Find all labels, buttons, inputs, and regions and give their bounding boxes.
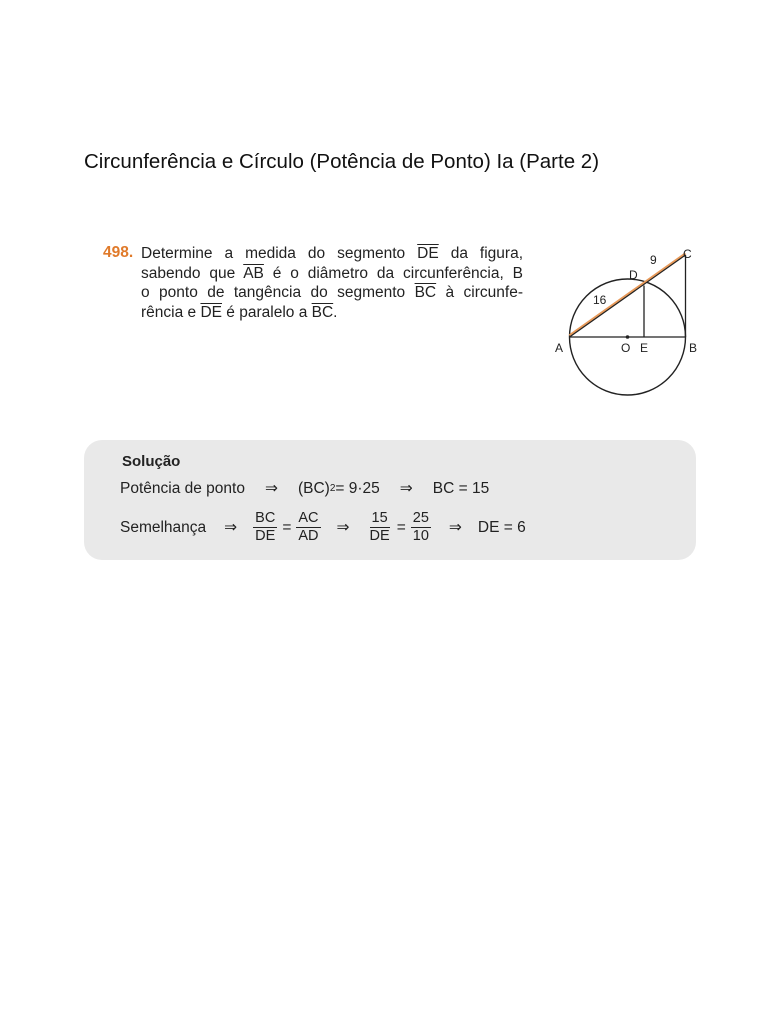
equation-rest: = 9·25 (335, 479, 380, 497)
fraction-denominator: AD (298, 528, 319, 544)
fraction-bc-de (253, 510, 277, 545)
problem-line-4 (141, 303, 523, 323)
solution-title: Solução (122, 453, 181, 470)
segment-de: $\overline{DE}$ (417, 245, 439, 262)
implies-symbol: ⇒ (336, 519, 350, 536)
text-fragment: Determine a medida do segmento (141, 245, 418, 262)
segment-ab: $\overline{AB}$ (243, 264, 264, 282)
implies-symbol: ⇒ (264, 480, 278, 497)
problem-number: 498. (103, 244, 134, 261)
problem-line-1 (141, 244, 523, 264)
equation-base: (BC) (297, 479, 330, 497)
label-dc-length: 9 (650, 253, 657, 267)
fraction-numerator: AC (298, 510, 319, 526)
problem-line-3 (141, 283, 523, 303)
page-title: Circunferência e Círculo (Potência de Ponto) Ia (Parte 2) (84, 150, 600, 173)
segment-ac-highlight (570, 254, 686, 336)
fraction-denominator: DE (369, 528, 390, 544)
fraction-15-de (368, 510, 392, 545)
fraction-numerator: 25 (412, 510, 429, 526)
equation-exponent: 2 (329, 483, 336, 494)
label-a: A (555, 341, 564, 355)
label-ad-length: 16 (593, 293, 607, 307)
solution-row-power (120, 479, 489, 498)
text-fragment: da figura, (438, 245, 523, 262)
equals-symbol: = (396, 518, 406, 536)
text-fragment: o ponto de tangência do segmento (141, 284, 415, 301)
label-b: B (689, 341, 698, 355)
text-fragment: é o diâmetro da circunferência, B (263, 264, 524, 282)
center-point (626, 335, 630, 339)
fraction-denominator: DE (255, 528, 276, 544)
implies-symbol: ⇒ (448, 519, 462, 536)
problem-text (141, 244, 523, 322)
text-fragment: rência e (141, 303, 201, 321)
implies-symbol: ⇒ (399, 480, 413, 497)
text-fragment: . (333, 303, 338, 321)
text-fragment: à circunfe- (436, 284, 523, 301)
fraction-ac-ad (296, 510, 320, 545)
fraction-denominator: 10 (412, 528, 429, 544)
row-label: Semelhança (120, 518, 207, 536)
geometry-figure (550, 240, 710, 405)
fraction-numerator: BC (255, 510, 276, 526)
label-e: E (640, 341, 649, 355)
label-c: C (683, 247, 692, 261)
row-label: Potência de ponto (120, 479, 245, 497)
segment-bc: $\overline{BC}$ (311, 303, 334, 321)
label-o: O (621, 341, 631, 355)
text-fragment: é paralelo a (222, 303, 312, 321)
solution-row-similarity (120, 510, 526, 545)
segment-de: $\overline{DE}$ (200, 303, 222, 321)
solution-box (84, 440, 696, 560)
label-d: D (629, 268, 638, 282)
row-result: BC = 15 (432, 479, 490, 497)
fraction-numerator: 15 (371, 510, 388, 526)
implies-symbol: ⇒ (224, 519, 238, 536)
equals-symbol: = (282, 518, 292, 536)
row-result: DE = 6 (477, 518, 526, 536)
fraction-25-10 (411, 510, 431, 545)
text-fragment: sabendo que (141, 264, 244, 282)
problem-line-2 (141, 264, 523, 284)
segment-bc: $\overline{BC}$ (414, 284, 437, 301)
